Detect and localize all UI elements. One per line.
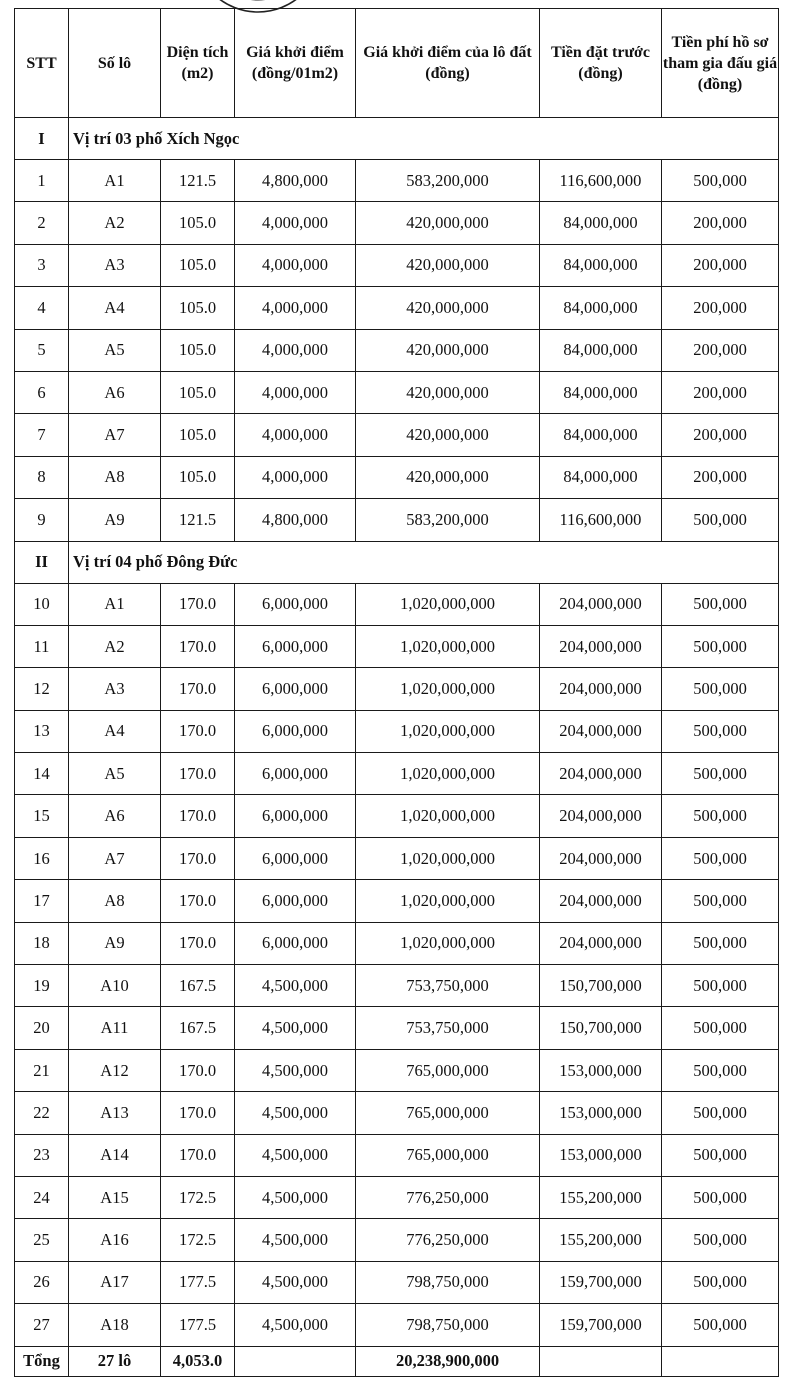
cell-gia-m2: 4,800,000 — [235, 160, 356, 202]
cell-dat-truoc: 84,000,000 — [540, 371, 662, 413]
cell-so-lo: A4 — [69, 710, 161, 752]
cell-gia-lo: 765,000,000 — [356, 1092, 540, 1134]
cell-so-lo: A1 — [69, 583, 161, 625]
cell-dat-truoc: 150,700,000 — [540, 965, 662, 1007]
cell-dien-tich: 121.5 — [161, 499, 235, 541]
cell-dien-tich: 172.5 — [161, 1219, 235, 1261]
table-row — [15, 1261, 779, 1303]
cell-phi-ho-so: 200,000 — [662, 287, 779, 329]
table-row — [15, 625, 779, 667]
cell-phi-ho-so: 500,000 — [662, 668, 779, 710]
cell-gia-lo: 1,020,000,000 — [356, 795, 540, 837]
cell-phi-ho-so: 500,000 — [662, 965, 779, 1007]
table-body — [15, 118, 779, 1347]
cell-gia-m2: 4,000,000 — [235, 371, 356, 413]
table-row — [15, 753, 779, 795]
cell-gia-m2: 6,000,000 — [235, 753, 356, 795]
cell-stt: 24 — [15, 1176, 69, 1218]
cell-dien-tich: 105.0 — [161, 329, 235, 371]
cell-dien-tich: 170.0 — [161, 922, 235, 964]
cell-so-lo: A10 — [69, 965, 161, 1007]
table-row — [15, 795, 779, 837]
cell-gia-lo: 776,250,000 — [356, 1176, 540, 1218]
header-dat-truoc: Tiền đặt trước (đồng) — [540, 9, 662, 118]
section-row — [15, 541, 779, 583]
cell-dien-tich: 170.0 — [161, 837, 235, 879]
cell-dat-truoc: 150,700,000 — [540, 1007, 662, 1049]
cell-so-lo: A2 — [69, 202, 161, 244]
cell-dat-truoc: 204,000,000 — [540, 710, 662, 752]
cell-stt: 10 — [15, 583, 69, 625]
cell-phi-ho-so: 500,000 — [662, 625, 779, 667]
cell-dat-truoc: 204,000,000 — [540, 668, 662, 710]
cell-dat-truoc: 159,700,000 — [540, 1304, 662, 1346]
table-row — [15, 329, 779, 371]
table-row — [15, 287, 779, 329]
cell-phi-ho-so: 200,000 — [662, 244, 779, 286]
cell-dien-tich: 105.0 — [161, 287, 235, 329]
cell-phi-ho-so: 500,000 — [662, 1261, 779, 1303]
cell-stt: 23 — [15, 1134, 69, 1176]
cell-so-lo: A18 — [69, 1304, 161, 1346]
section-row — [15, 118, 779, 160]
cell-dien-tich: 105.0 — [161, 371, 235, 413]
cell-dat-truoc: 204,000,000 — [540, 922, 662, 964]
table-row — [15, 710, 779, 752]
cell-gia-m2: 4,000,000 — [235, 329, 356, 371]
cell-so-lo: A5 — [69, 329, 161, 371]
cell-dat-truoc: 84,000,000 — [540, 456, 662, 498]
table-row — [15, 1176, 779, 1218]
section-title: Vị trí 03 phố Xích Ngọc — [69, 118, 779, 160]
cell-dat-truoc: 84,000,000 — [540, 414, 662, 456]
cell-stt: 18 — [15, 922, 69, 964]
table-row — [15, 371, 779, 413]
table-row — [15, 160, 779, 202]
cell-dat-truoc: 84,000,000 — [540, 329, 662, 371]
cell-gia-m2: 4,800,000 — [235, 499, 356, 541]
total-area: 4,053.0 — [161, 1346, 235, 1376]
cell-gia-lo: 420,000,000 — [356, 371, 540, 413]
cell-dat-truoc: 116,600,000 — [540, 499, 662, 541]
cell-stt: 26 — [15, 1261, 69, 1303]
cell-stt: 2 — [15, 202, 69, 244]
cell-stt: 7 — [15, 414, 69, 456]
cell-dat-truoc: 116,600,000 — [540, 160, 662, 202]
cell-so-lo: A2 — [69, 625, 161, 667]
cell-gia-m2: 6,000,000 — [235, 922, 356, 964]
total-empty-3 — [662, 1346, 779, 1376]
cell-so-lo: A16 — [69, 1219, 161, 1261]
cell-gia-lo: 1,020,000,000 — [356, 625, 540, 667]
cell-dat-truoc: 159,700,000 — [540, 1261, 662, 1303]
table-row — [15, 1007, 779, 1049]
header-phi-ho-so: Tiền phí hồ sơ tham gia đấu giá (đồng) — [662, 9, 779, 118]
cell-so-lo: A12 — [69, 1049, 161, 1091]
table-row — [15, 244, 779, 286]
section-title: Vị trí 04 phố Đông Đức — [69, 541, 779, 583]
cell-phi-ho-so: 500,000 — [662, 922, 779, 964]
total-row — [15, 1346, 779, 1376]
cell-gia-m2: 4,500,000 — [235, 965, 356, 1007]
cell-gia-lo: 776,250,000 — [356, 1219, 540, 1261]
table-row — [15, 922, 779, 964]
cell-so-lo: A8 — [69, 880, 161, 922]
cell-so-lo: A4 — [69, 287, 161, 329]
cell-phi-ho-so: 500,000 — [662, 1219, 779, 1261]
cell-dien-tich: 105.0 — [161, 456, 235, 498]
cell-gia-lo: 1,020,000,000 — [356, 753, 540, 795]
cell-phi-ho-so: 200,000 — [662, 371, 779, 413]
cell-dien-tich: 170.0 — [161, 753, 235, 795]
cell-phi-ho-so: 200,000 — [662, 456, 779, 498]
cell-gia-lo: 420,000,000 — [356, 202, 540, 244]
cell-so-lo: A11 — [69, 1007, 161, 1049]
cell-dat-truoc: 204,000,000 — [540, 795, 662, 837]
section-number: II — [15, 541, 69, 583]
cell-gia-m2: 4,000,000 — [235, 287, 356, 329]
header-gia-lo: Giá khởi điểm của lô đất (đồng) — [356, 9, 540, 118]
cell-gia-m2: 4,500,000 — [235, 1007, 356, 1049]
cell-dien-tich: 170.0 — [161, 1092, 235, 1134]
cell-dien-tich: 170.0 — [161, 1134, 235, 1176]
cell-phi-ho-so: 500,000 — [662, 1304, 779, 1346]
cell-dien-tich: 170.0 — [161, 710, 235, 752]
cell-stt: 17 — [15, 880, 69, 922]
table-row — [15, 583, 779, 625]
total-sum: 20,238,900,000 — [356, 1346, 540, 1376]
cell-gia-lo: 798,750,000 — [356, 1261, 540, 1303]
cell-dat-truoc: 204,000,000 — [540, 753, 662, 795]
cell-phi-ho-so: 500,000 — [662, 837, 779, 879]
table-row — [15, 837, 779, 879]
cell-stt: 27 — [15, 1304, 69, 1346]
cell-phi-ho-so: 500,000 — [662, 1134, 779, 1176]
cell-gia-m2: 4,000,000 — [235, 202, 356, 244]
cell-gia-m2: 6,000,000 — [235, 795, 356, 837]
cell-gia-lo: 583,200,000 — [356, 499, 540, 541]
cell-stt: 6 — [15, 371, 69, 413]
table-row — [15, 1219, 779, 1261]
cell-stt: 15 — [15, 795, 69, 837]
table-row — [15, 456, 779, 498]
cell-gia-lo: 420,000,000 — [356, 244, 540, 286]
cell-so-lo: A7 — [69, 414, 161, 456]
cell-gia-lo: 1,020,000,000 — [356, 668, 540, 710]
cell-so-lo: A9 — [69, 499, 161, 541]
cell-gia-m2: 4,500,000 — [235, 1304, 356, 1346]
cell-stt: 25 — [15, 1219, 69, 1261]
auction-table — [14, 8, 779, 1377]
header-dien-tich: Diện tích (m2) — [161, 9, 235, 118]
cell-phi-ho-so: 500,000 — [662, 795, 779, 837]
cell-gia-lo: 1,020,000,000 — [356, 837, 540, 879]
cell-dat-truoc: 204,000,000 — [540, 880, 662, 922]
cell-stt: 22 — [15, 1092, 69, 1134]
cell-so-lo: A17 — [69, 1261, 161, 1303]
cell-dien-tich: 167.5 — [161, 965, 235, 1007]
cell-phi-ho-so: 500,000 — [662, 880, 779, 922]
cell-dien-tich: 167.5 — [161, 1007, 235, 1049]
section-number: I — [15, 118, 69, 160]
cell-so-lo: A1 — [69, 160, 161, 202]
header-stt: STT — [15, 9, 69, 118]
cell-dien-tich: 170.0 — [161, 583, 235, 625]
cell-dat-truoc: 153,000,000 — [540, 1092, 662, 1134]
cell-gia-lo: 765,000,000 — [356, 1134, 540, 1176]
cell-gia-lo: 798,750,000 — [356, 1304, 540, 1346]
cell-phi-ho-so: 500,000 — [662, 499, 779, 541]
table-row — [15, 668, 779, 710]
cell-so-lo: A3 — [69, 668, 161, 710]
cell-stt: 5 — [15, 329, 69, 371]
cell-stt: 16 — [15, 837, 69, 879]
cell-dat-truoc: 84,000,000 — [540, 244, 662, 286]
table-row — [15, 414, 779, 456]
cell-so-lo: A6 — [69, 795, 161, 837]
cell-gia-lo: 420,000,000 — [356, 456, 540, 498]
cell-phi-ho-so: 500,000 — [662, 710, 779, 752]
table-row — [15, 202, 779, 244]
cell-dien-tich: 170.0 — [161, 625, 235, 667]
cell-gia-lo: 753,750,000 — [356, 1007, 540, 1049]
cell-gia-lo: 1,020,000,000 — [356, 922, 540, 964]
cell-dat-truoc: 155,200,000 — [540, 1176, 662, 1218]
cell-so-lo: A14 — [69, 1134, 161, 1176]
table-row — [15, 1134, 779, 1176]
cell-phi-ho-so: 200,000 — [662, 329, 779, 371]
cell-stt: 13 — [15, 710, 69, 752]
total-label: Tổng — [15, 1346, 69, 1376]
cell-gia-m2: 4,500,000 — [235, 1176, 356, 1218]
cell-so-lo: A9 — [69, 922, 161, 964]
cell-dien-tich: 105.0 — [161, 414, 235, 456]
cell-gia-m2: 4,000,000 — [235, 414, 356, 456]
cell-gia-lo: 583,200,000 — [356, 160, 540, 202]
cell-gia-m2: 4,500,000 — [235, 1219, 356, 1261]
cell-stt: 9 — [15, 499, 69, 541]
cell-dien-tich: 105.0 — [161, 244, 235, 286]
cell-gia-m2: 4,500,000 — [235, 1134, 356, 1176]
cell-dat-truoc: 155,200,000 — [540, 1219, 662, 1261]
cell-gia-lo: 753,750,000 — [356, 965, 540, 1007]
total-empty-2 — [540, 1346, 662, 1376]
cell-stt: 12 — [15, 668, 69, 710]
cell-stt: 8 — [15, 456, 69, 498]
cell-phi-ho-so: 500,000 — [662, 583, 779, 625]
cell-dien-tich: 172.5 — [161, 1176, 235, 1218]
header-so-lo: Số lô — [69, 9, 161, 118]
cell-gia-m2: 4,000,000 — [235, 456, 356, 498]
cell-gia-m2: 6,000,000 — [235, 625, 356, 667]
header-gia-m2: Giá khởi điểm (đồng/01m2) — [235, 9, 356, 118]
cell-dien-tich: 170.0 — [161, 1049, 235, 1091]
cell-dat-truoc: 204,000,000 — [540, 837, 662, 879]
cell-gia-lo: 1,020,000,000 — [356, 583, 540, 625]
cell-stt: 3 — [15, 244, 69, 286]
cell-gia-lo: 1,020,000,000 — [356, 710, 540, 752]
cell-gia-lo: 420,000,000 — [356, 287, 540, 329]
table-row — [15, 1092, 779, 1134]
table-row — [15, 880, 779, 922]
cell-gia-m2: 6,000,000 — [235, 880, 356, 922]
cell-so-lo: A3 — [69, 244, 161, 286]
cell-dat-truoc: 204,000,000 — [540, 625, 662, 667]
cell-gia-m2: 4,000,000 — [235, 244, 356, 286]
cell-so-lo: A15 — [69, 1176, 161, 1218]
cell-stt: 14 — [15, 753, 69, 795]
header-row — [15, 9, 779, 118]
cell-phi-ho-so: 200,000 — [662, 202, 779, 244]
cell-gia-lo: 420,000,000 — [356, 414, 540, 456]
cell-dien-tich: 177.5 — [161, 1261, 235, 1303]
cell-phi-ho-so: 500,000 — [662, 160, 779, 202]
cell-dat-truoc: 84,000,000 — [540, 287, 662, 329]
cell-so-lo: A7 — [69, 837, 161, 879]
cell-phi-ho-so: 500,000 — [662, 1092, 779, 1134]
cell-dat-truoc: 204,000,000 — [540, 583, 662, 625]
cell-gia-m2: 4,500,000 — [235, 1261, 356, 1303]
cell-gia-m2: 4,500,000 — [235, 1092, 356, 1134]
cell-gia-m2: 4,500,000 — [235, 1049, 356, 1091]
cell-gia-lo: 420,000,000 — [356, 329, 540, 371]
cell-phi-ho-so: 200,000 — [662, 414, 779, 456]
cell-dat-truoc: 84,000,000 — [540, 202, 662, 244]
table-row — [15, 1304, 779, 1346]
cell-phi-ho-so: 500,000 — [662, 753, 779, 795]
cell-dien-tich: 170.0 — [161, 668, 235, 710]
cell-phi-ho-so: 500,000 — [662, 1007, 779, 1049]
cell-phi-ho-so: 500,000 — [662, 1176, 779, 1218]
cell-dien-tich: 177.5 — [161, 1304, 235, 1346]
total-lots: 27 lô — [69, 1346, 161, 1376]
cell-gia-m2: 6,000,000 — [235, 710, 356, 752]
table-row — [15, 499, 779, 541]
cell-dien-tich: 121.5 — [161, 160, 235, 202]
cell-dat-truoc: 153,000,000 — [540, 1134, 662, 1176]
cell-phi-ho-so: 500,000 — [662, 1049, 779, 1091]
cell-stt: 19 — [15, 965, 69, 1007]
table-row — [15, 1049, 779, 1091]
cell-gia-lo: 765,000,000 — [356, 1049, 540, 1091]
cell-stt: 4 — [15, 287, 69, 329]
cell-gia-m2: 6,000,000 — [235, 668, 356, 710]
total-empty-1 — [235, 1346, 356, 1376]
cell-so-lo: A6 — [69, 371, 161, 413]
cell-gia-m2: 6,000,000 — [235, 837, 356, 879]
cell-stt: 1 — [15, 160, 69, 202]
cell-gia-lo: 1,020,000,000 — [356, 880, 540, 922]
cell-stt: 21 — [15, 1049, 69, 1091]
cell-stt: 20 — [15, 1007, 69, 1049]
cell-so-lo: A8 — [69, 456, 161, 498]
cell-dat-truoc: 153,000,000 — [540, 1049, 662, 1091]
cell-stt: 11 — [15, 625, 69, 667]
cell-dien-tich: 170.0 — [161, 795, 235, 837]
cell-so-lo: A13 — [69, 1092, 161, 1134]
cell-dien-tich: 105.0 — [161, 202, 235, 244]
cell-gia-m2: 6,000,000 — [235, 583, 356, 625]
cell-so-lo: A5 — [69, 753, 161, 795]
table-row — [15, 965, 779, 1007]
cell-dien-tich: 170.0 — [161, 880, 235, 922]
